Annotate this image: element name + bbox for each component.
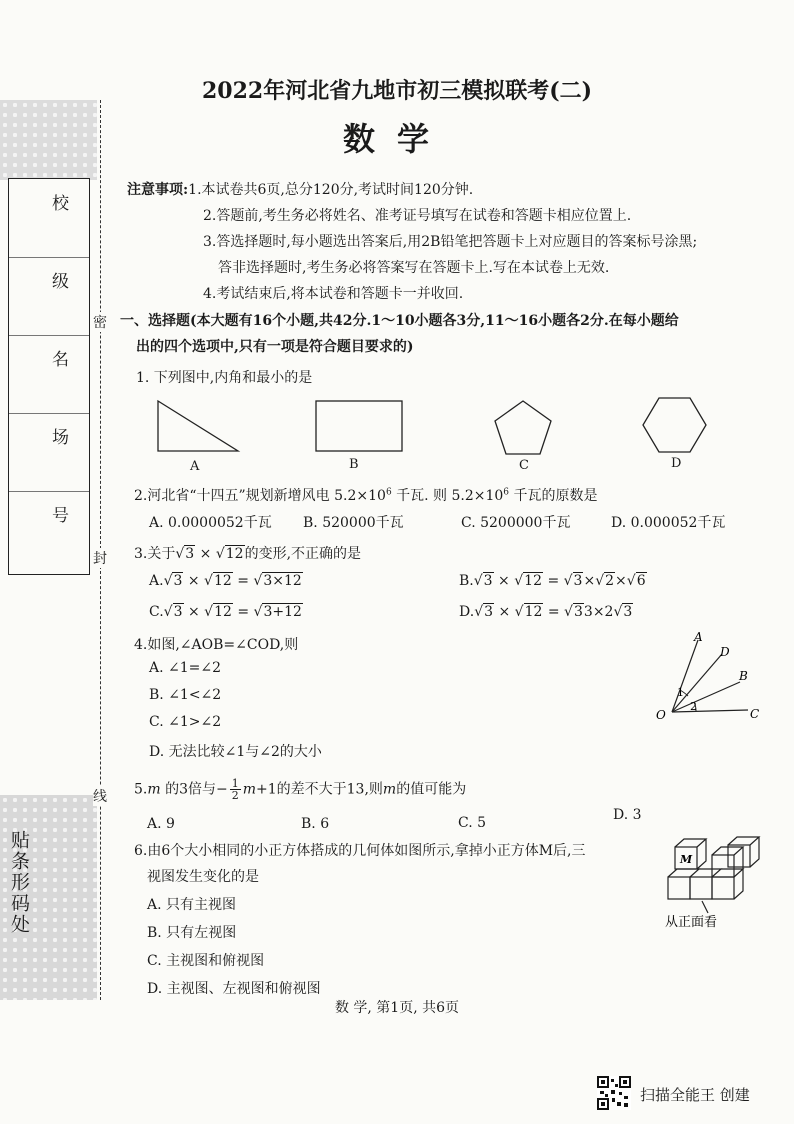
pentagon-shape bbox=[495, 401, 551, 454]
label-A: A bbox=[694, 630, 703, 644]
seal-char-1: 密 bbox=[93, 312, 107, 332]
triangle-shape bbox=[158, 401, 238, 451]
barcode-label: 贴条形码处 bbox=[8, 830, 30, 935]
q2-option-d: D. 0.000052千瓦 bbox=[611, 515, 726, 531]
q3c-a: 3 bbox=[173, 604, 183, 620]
q4-option-c: C. ∠1>∠2 bbox=[149, 714, 222, 730]
info-cell-class bbox=[9, 257, 89, 336]
info-cell-number bbox=[9, 491, 89, 569]
q3-label-a: A. bbox=[149, 573, 164, 589]
q3c-eq: = bbox=[237, 604, 250, 620]
cube-m-label: M bbox=[680, 853, 693, 866]
q3-sqrt-a: 3 bbox=[185, 546, 195, 562]
qr-code-icon bbox=[597, 1076, 631, 1110]
q5-option-b: B. 6 bbox=[301, 816, 330, 832]
q3c-times: × bbox=[187, 604, 200, 620]
q2-option-b: B. 520000千瓦 bbox=[303, 515, 404, 531]
page-footer: 数 学, 第1页, 共6页 bbox=[334, 1000, 460, 1016]
q6-option-a: A. 只有主视图 bbox=[147, 897, 237, 913]
q2-stem-b: 千瓦. 则 5.2×10 bbox=[391, 488, 504, 504]
notes-line-1 bbox=[127, 179, 473, 199]
view-arrow bbox=[702, 901, 708, 913]
cube-bottom-1-top bbox=[668, 869, 699, 877]
label-school: 校 bbox=[52, 194, 69, 214]
subject-title: 数学 bbox=[342, 120, 451, 158]
q3a-a: 3 bbox=[173, 573, 183, 589]
q1-label-d: D bbox=[671, 456, 682, 471]
q3-option-b: B.√3 × √12 = √3×√2×√6 bbox=[459, 573, 646, 589]
q3b-a2: 3 bbox=[573, 573, 583, 589]
q5-frac-den: 2 bbox=[231, 789, 239, 802]
q5-option-a: A. 9 bbox=[147, 816, 175, 832]
note-2: 2.答题前,考生务必将姓名、准考证号填写在试卷和答题卡相应位置上. bbox=[203, 208, 632, 224]
q2-exp-2: 6 bbox=[503, 487, 510, 498]
q3-times: × bbox=[199, 546, 212, 562]
section1-line-2: 出的四个选项中,只有一项是符合题目要求的) bbox=[136, 339, 414, 355]
q3d-eq: = bbox=[547, 604, 560, 620]
q5-minus: − bbox=[216, 781, 228, 798]
q5-stem-b: 的3倍与 bbox=[160, 781, 216, 798]
q3b-a: 3 bbox=[483, 573, 493, 589]
q3c-apb: 3+12 bbox=[263, 604, 302, 620]
section1-line-1: 一、选择题(本大题有16个小题,共42分.1～10小题各3分,11～16小题各2分.在每小题给 bbox=[120, 313, 679, 329]
q6-option-d: D. 主视图、左视图和俯视图 bbox=[147, 981, 321, 997]
q5-option-c: C. 5 bbox=[458, 815, 487, 831]
q5-stem-a: 5. bbox=[134, 781, 148, 798]
info-cell-school bbox=[9, 179, 89, 258]
cube-upper-2-top bbox=[728, 837, 759, 845]
exam-title: 2022年河北省九地市初三模拟联考(二) bbox=[201, 78, 593, 104]
ray-od bbox=[672, 654, 722, 712]
note-3: 3.答选择题时,每小题选出答案后,用2B铅笔把答题卡上对应题目的答案标号涂黑; bbox=[203, 234, 698, 250]
q5-stem-c: +1的差不大于13,则 bbox=[256, 781, 383, 798]
scanner-watermark: 扫描全能王 创建 bbox=[640, 1086, 750, 1104]
q2-option-a: A. 0.0000052千瓦 bbox=[149, 515, 272, 531]
q3a-b: 12 bbox=[213, 573, 232, 589]
q3-option-a: A.√3 × √12 = √3×12 bbox=[149, 573, 302, 589]
q3b-six: 6 bbox=[636, 573, 646, 589]
q6-option-b: B. 只有左视图 bbox=[147, 925, 237, 941]
q3-option-d: D.√3 × √12 = √33×2√3 bbox=[459, 604, 633, 620]
label-room: 场 bbox=[52, 428, 69, 448]
front-view-caption: 从正面看 bbox=[665, 915, 718, 930]
label-O: O bbox=[656, 708, 666, 722]
rectangle-shape bbox=[316, 401, 402, 451]
q3d-a: 3 bbox=[484, 604, 494, 620]
q3-label-d: D. bbox=[459, 604, 475, 620]
q2-exp-1: 6 bbox=[385, 487, 392, 498]
q3-stem-post: 的变形,不正确的是 bbox=[244, 546, 362, 562]
q2-option-c: C. 5200000千瓦 bbox=[461, 515, 571, 531]
q6-cube-figure bbox=[660, 835, 770, 930]
q4-angle-figure bbox=[650, 630, 770, 725]
note-3b: 答非选择题时,考生务必将答案写在答题卡上.写在本试卷上无效. bbox=[218, 260, 610, 276]
notes-heading: 注意事项: bbox=[127, 182, 189, 198]
q5-var-1: m bbox=[147, 781, 161, 798]
q3b-times: × bbox=[498, 573, 510, 589]
label-name: 名 bbox=[52, 350, 69, 370]
q3a-times: × bbox=[187, 573, 200, 589]
q3d-times: × bbox=[498, 604, 511, 620]
q3b-eq: = bbox=[547, 573, 560, 589]
seal-char-2: 封 bbox=[93, 548, 107, 568]
q5-var-2: m bbox=[242, 781, 257, 798]
label-class: 级 bbox=[52, 272, 69, 292]
label-angle-2: 2 bbox=[690, 700, 697, 713]
q3d-a2: 3 bbox=[573, 604, 583, 620]
ray-oc bbox=[672, 710, 748, 712]
q3c-b: 12 bbox=[214, 604, 232, 620]
label-B: B bbox=[739, 669, 748, 683]
q3a-eq: = bbox=[237, 573, 249, 589]
q3-sqrt-b: 12 bbox=[225, 546, 244, 562]
q1-label-c: C bbox=[519, 458, 529, 473]
q2-stem-a: 2.河北省“十四五”规划新增风电 5.2×10 bbox=[134, 488, 386, 504]
label-number: 号 bbox=[52, 506, 69, 526]
q3-label-b: B. bbox=[459, 573, 474, 589]
note-4: 4.考试结束后,将本试卷和答题卡一并收回. bbox=[203, 286, 464, 302]
q3b-times2: × bbox=[583, 573, 596, 589]
q5-stem-d: 的值可能为 bbox=[396, 781, 467, 798]
cube-bottom-3 bbox=[712, 877, 734, 899]
q6-option-c: C. 主视图和俯视图 bbox=[147, 953, 265, 969]
q4-option-d: D. 无法比较∠1与∠2的大小 bbox=[149, 744, 322, 760]
q5-frac-num: 1 bbox=[231, 777, 239, 790]
info-cell-room bbox=[9, 413, 89, 492]
cube-m-top bbox=[675, 839, 706, 847]
q6-stem-1: 6.由6个大小相同的小正方体搭成的几何体如图所示,拿掉小正方体M后,三 bbox=[134, 843, 586, 859]
cube-bottom-2-top bbox=[699, 869, 721, 877]
q5-fraction bbox=[230, 778, 241, 801]
q3b-times3: × bbox=[615, 573, 627, 589]
q1-stem: 1. 下列图中,内角和最小的是 bbox=[136, 370, 313, 386]
cube-upper-2 bbox=[728, 845, 750, 867]
q1-shapes bbox=[150, 396, 710, 458]
hexagon-shape bbox=[643, 398, 706, 452]
q1-label-a: A bbox=[190, 459, 200, 474]
q4-stem: 4.如图,∠AOB=∠COD,则 bbox=[134, 637, 299, 653]
q2-stem-c: 千瓦的原数是 bbox=[509, 488, 598, 504]
info-cell-name bbox=[9, 335, 89, 414]
q3-option-c: C.√3 × √12 = √3+12 bbox=[149, 604, 302, 620]
cube-bottom-1 bbox=[668, 877, 690, 899]
cube-bottom-2 bbox=[690, 877, 712, 899]
q4-option-b: B. ∠1<∠2 bbox=[149, 687, 222, 703]
q3d-a3: 3 bbox=[623, 604, 633, 620]
q3b-b: 12 bbox=[524, 573, 542, 589]
q6-stem-2: 视图发生变化的是 bbox=[147, 869, 259, 885]
q5-option-d: D. 3 bbox=[613, 807, 642, 823]
label-angle-1: 1 bbox=[677, 686, 684, 699]
label-C: C bbox=[750, 707, 760, 721]
q3b-two: 2 bbox=[605, 573, 615, 589]
cube-bottom-3-top bbox=[721, 869, 743, 877]
q3d-b: 12 bbox=[524, 604, 543, 620]
q3-stem: 3.关于√3 × √12的变形,不正确的是 bbox=[134, 546, 362, 562]
q1-label-b: B bbox=[349, 457, 359, 472]
note-1: 1.本试卷共6页,总分120分,考试时间120分钟. bbox=[188, 182, 474, 198]
q4-option-a: A. ∠1=∠2 bbox=[149, 660, 222, 676]
q3a-ab: 3×12 bbox=[263, 573, 302, 589]
q5-var-3: m bbox=[382, 781, 397, 798]
q3-stem-pre: 3.关于 bbox=[134, 546, 176, 562]
student-info-box bbox=[8, 178, 90, 575]
q3-label-c: C. bbox=[149, 604, 164, 620]
q2-stem bbox=[134, 485, 597, 505]
q5-stem bbox=[134, 778, 466, 801]
label-D: D bbox=[720, 645, 730, 659]
q3d-tail: 3×2 bbox=[583, 604, 614, 620]
seal-char-3: 线 bbox=[93, 786, 107, 806]
